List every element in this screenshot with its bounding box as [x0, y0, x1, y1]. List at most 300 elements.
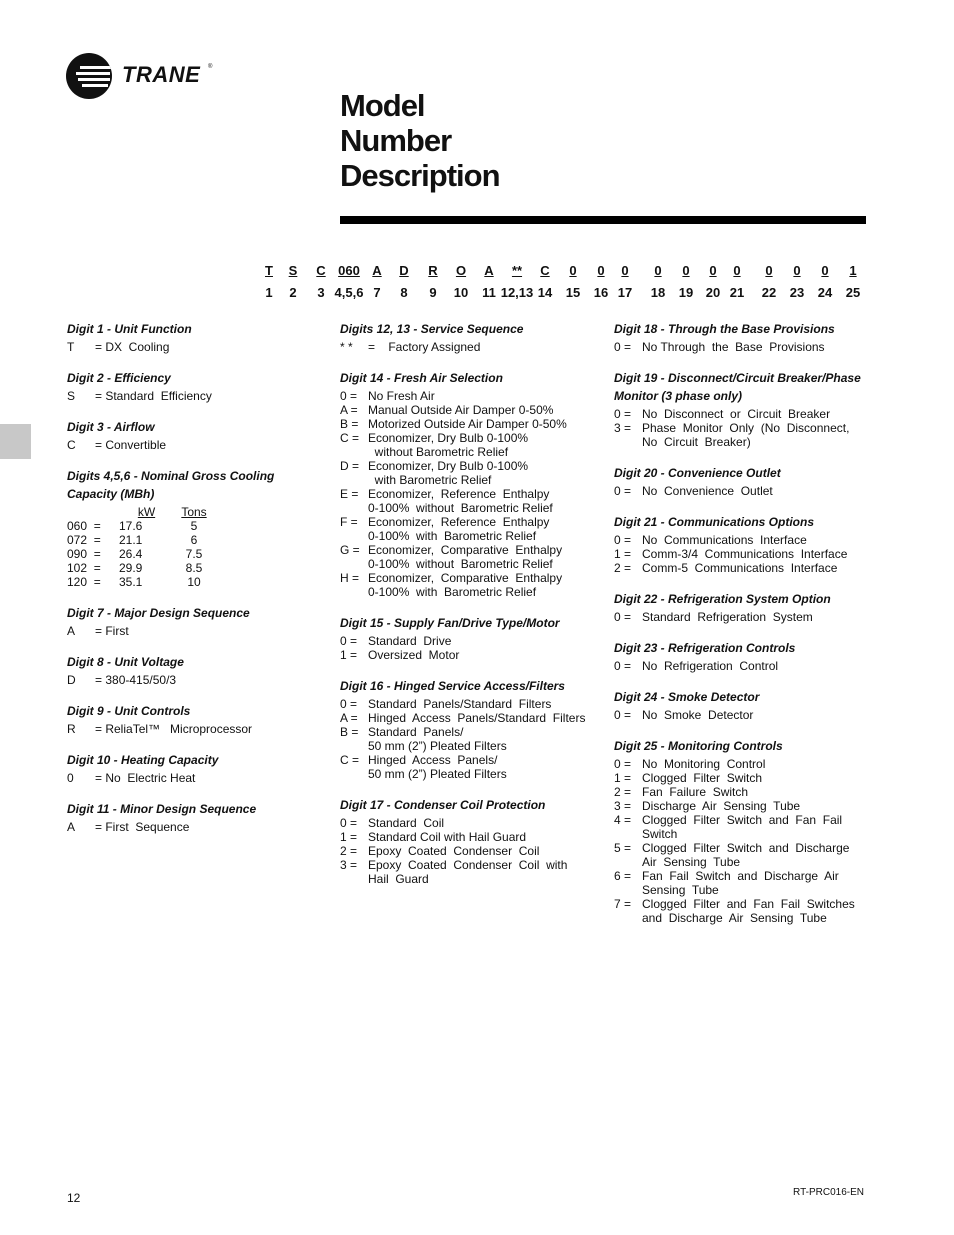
option-code: 0 = [614, 757, 632, 771]
digit-section [340, 320, 595, 354]
option-code: C = [340, 753, 360, 767]
option-code: A [67, 820, 76, 834]
option-description: No Monitoring Control [642, 757, 766, 771]
model-digit-position: 14 [537, 285, 553, 300]
digit-option [67, 722, 317, 736]
digit-column-1 [67, 320, 317, 849]
digit-option [340, 417, 595, 431]
option-code [614, 855, 642, 869]
model-digit [833, 263, 873, 300]
digit-section [340, 796, 595, 886]
option-description: without Barometric Relief [368, 445, 509, 459]
document-id: RT-PRC016-EN [793, 1187, 864, 1198]
digit-option [614, 827, 869, 841]
digit-section [67, 800, 317, 834]
option-code: 0 = [614, 610, 632, 624]
option-description: = No Electric Heat [95, 771, 196, 785]
model-digit-code: O [455, 263, 467, 278]
option-code [614, 827, 642, 841]
digit-section [614, 688, 869, 722]
option-description: Economizer, Dry Bulb 0-100% [368, 459, 529, 473]
digit-heading: Digit 11 - Minor Design Sequence [67, 802, 257, 816]
option-description: 0-100% with Barometric Relief [368, 585, 537, 599]
digit-heading: Digit 3 - Airflow [67, 420, 155, 434]
model-digit-code: 1 [849, 263, 857, 278]
digit-heading: Digit 1 - Unit Function [67, 322, 192, 336]
title-line: Number [340, 123, 452, 158]
model-digit-position: 3 [317, 285, 325, 300]
option-code: 1 = [614, 771, 632, 785]
digit-option [340, 739, 595, 753]
title-line: Model [340, 88, 425, 123]
digit-section [614, 464, 869, 498]
digit-option [614, 855, 869, 869]
model-digit-position: 15 [565, 285, 581, 300]
option-description: Manual Outside Air Damper 0-50% [368, 403, 554, 417]
option-description: Phase Monitor Only (No Disconnect, [642, 421, 850, 435]
digit-heading: Digit 8 - Unit Voltage [67, 655, 184, 669]
option-description: and Discharge Air Sensing Tube [642, 911, 827, 925]
digit-option [340, 767, 595, 781]
option-description: Economizer, Reference Enthalpy [368, 487, 550, 501]
option-description: = First [95, 624, 129, 638]
option-code: 5 = [614, 841, 632, 855]
option-description: Standard Panels/ [368, 725, 464, 739]
model-digit-position: 2 [289, 285, 297, 300]
option-description: Comm-3/4 Communications Interface [642, 547, 848, 561]
model-digit-position: 17 [617, 285, 633, 300]
digit-option [340, 515, 595, 529]
capacity-header [67, 505, 119, 519]
option-description: with Barometric Relief [368, 473, 492, 487]
capacity-cell: 8.5 [185, 561, 203, 575]
digit-option [614, 841, 869, 855]
digit-option [340, 697, 595, 711]
option-code: F = [340, 515, 358, 529]
capacity-cell: 060 = [67, 519, 101, 533]
digit-option [340, 725, 595, 739]
digit-heading: Digit 25 - Monitoring Controls [614, 739, 783, 753]
digit-heading: Digit 9 - Unit Controls [67, 704, 191, 718]
option-code: B = [340, 725, 359, 739]
option-description: Hinged Access Panels/ [368, 753, 498, 767]
digit-heading: Digit 19 - Disconnect/Circuit Breaker/Phase Monitor (3 phase only) [614, 371, 861, 403]
digit-heading: Digit 16 - Hinged Service Access/Filters [340, 679, 565, 693]
capacity-cell: 7.5 [185, 547, 203, 561]
option-code [614, 435, 642, 449]
digit-option [340, 872, 595, 886]
option-code: D [67, 673, 76, 687]
option-description: No Through the Base Provisions [642, 340, 825, 354]
option-code: B = [340, 417, 359, 431]
model-digit-code: 0 [733, 263, 741, 278]
digit-option [340, 830, 595, 844]
option-code: 1 = [340, 830, 358, 844]
option-description: Comm-5 Communications Interface [642, 561, 838, 575]
digit-option [614, 340, 869, 354]
digit-option [614, 911, 869, 925]
option-description: Clogged Filter and Fan Fail Switches [642, 897, 855, 911]
model-digit-code: 0 [793, 263, 801, 278]
option-description: Switch [642, 827, 678, 841]
model-digit-position: 22 [761, 285, 777, 300]
digit-option [614, 708, 869, 722]
capacity-cell: 072 = [67, 533, 101, 547]
option-code: 3 = [614, 799, 632, 813]
option-code: 0 = [614, 484, 632, 498]
model-digit-position: 25 [845, 285, 861, 300]
digit-section [340, 677, 595, 781]
option-code: A = [340, 403, 358, 417]
option-description: Economizer, Comparative Enthalpy [368, 543, 563, 557]
digit-option [614, 435, 869, 449]
model-digit-position: 18 [650, 285, 666, 300]
capacity-cell: 6 [190, 533, 198, 547]
model-digit-code: 0 [621, 263, 629, 278]
model-digit-code: ** [511, 263, 523, 278]
digit-option [67, 624, 317, 638]
option-code: 0 = [614, 659, 632, 673]
capacity-cell: 102 = [67, 561, 101, 575]
option-code: 2 = [614, 561, 632, 575]
digit-option [340, 501, 595, 515]
digit-option [67, 438, 317, 452]
digit-section [67, 320, 317, 354]
option-code: 0 = [340, 816, 358, 830]
option-description: Standard Coil with Hail Guard [368, 830, 527, 844]
model-digit-code: A [484, 263, 494, 278]
digit-option [614, 561, 869, 575]
digit-section [614, 320, 869, 354]
option-code: 3 = [340, 858, 358, 872]
model-digit-code: 060 [338, 263, 360, 278]
digit-heading: Digit 7 - Major Design Sequence [67, 606, 250, 620]
option-description: = First Sequence [95, 820, 190, 834]
digit-section [67, 702, 317, 736]
digit-option [340, 844, 595, 858]
option-code: 0 = [340, 389, 358, 403]
capacity-cell: 29.9 [119, 561, 143, 575]
model-digit-position: 23 [789, 285, 805, 300]
digit-option [340, 557, 595, 571]
option-description: Epoxy Coated Condenser Coil [368, 844, 540, 858]
option-description: Fan Fail Switch and Discharge Air [642, 869, 839, 883]
capacity-cell: 5 [190, 519, 198, 533]
option-code: 0 = [614, 407, 632, 421]
option-description: No Smoke Detector [642, 708, 754, 722]
option-code: C [67, 438, 76, 452]
model-digit-position: 12,13 [500, 285, 534, 300]
digit-section [614, 369, 869, 449]
option-description: Clogged Filter Switch and Fan Fail [642, 813, 843, 827]
capacity-cell: 120 = [67, 575, 101, 589]
digit-option [614, 659, 869, 673]
option-description: Sensing Tube [642, 883, 719, 897]
digit-column-3 [614, 320, 869, 940]
option-code: S [67, 389, 76, 403]
model-digit-code: R [428, 263, 438, 278]
digit-heading: Digit 14 - Fresh Air Selection [340, 371, 503, 385]
option-code: 0 = [340, 634, 358, 648]
digit-option [340, 473, 595, 487]
option-code: R [67, 722, 76, 736]
digit-heading: Digit 18 - Through the Base Provisions [614, 322, 835, 336]
digit-heading: Digit 17 - Condenser Coil Protection [340, 798, 546, 812]
digit-heading: Digit 2 - Efficiency [67, 371, 171, 385]
model-digit-position: 9 [429, 285, 437, 300]
option-description: Air Sensing Tube [642, 855, 741, 869]
option-description: No Convenience Outlet [642, 484, 773, 498]
digit-option [340, 529, 595, 543]
option-description: Economizer, Reference Enthalpy [368, 515, 550, 529]
option-code [614, 911, 642, 925]
model-digit-code: T [265, 263, 273, 278]
option-code: 0 = [614, 340, 632, 354]
page-number: 12 [67, 1191, 81, 1205]
digit-option [614, 813, 869, 827]
option-code [614, 883, 642, 897]
option-description: = DX Cooling [95, 340, 170, 354]
model-digit-code: 0 [709, 263, 717, 278]
digit-option [340, 571, 595, 585]
title-line: Description [340, 158, 500, 193]
digit-option [340, 543, 595, 557]
option-code: 3 = [614, 421, 632, 435]
option-description: = Factory Assigned [368, 340, 481, 354]
digit-option [614, 897, 869, 911]
option-code [340, 529, 368, 543]
digit-option [614, 785, 869, 799]
digit-column-2 [340, 320, 595, 901]
option-description: 50 mm (2”) Pleated Filters [368, 767, 507, 781]
digit-option [340, 648, 595, 662]
model-digit-position: 7 [373, 285, 381, 300]
trane-logo-emblem [66, 53, 112, 99]
option-code: 2 = [340, 844, 358, 858]
option-description: Hail Guard [368, 872, 429, 886]
model-digit-position: 20 [705, 285, 721, 300]
option-code: 1 = [340, 648, 358, 662]
digit-option [340, 634, 595, 648]
digit-option [67, 820, 317, 834]
option-code: * * [340, 340, 353, 354]
model-digit-code: D [399, 263, 409, 278]
model-digit-code: C [540, 263, 550, 278]
digit-heading: Digit 21 - Communications Options [614, 515, 815, 529]
option-code [340, 872, 368, 886]
option-code [340, 767, 368, 781]
option-description: Motorized Outside Air Damper 0-50% [368, 417, 567, 431]
option-description: No Circuit Breaker) [642, 435, 751, 449]
capacity-header: kW [137, 505, 156, 519]
option-description: = ReliaTel™ Microprocessor [95, 722, 253, 736]
option-description: No Fresh Air [368, 389, 435, 403]
option-description: Standard Coil [368, 816, 445, 830]
option-description: = 380-415/50/3 [95, 673, 177, 687]
trane-wordmark: TRANE [122, 62, 201, 87]
digit-section [614, 513, 869, 575]
option-code: 7 = [614, 897, 632, 911]
digit-option [340, 585, 595, 599]
model-digit-code: A [372, 263, 382, 278]
option-code: 2 = [614, 785, 632, 799]
digit-option [340, 403, 595, 417]
option-code: A [67, 624, 76, 638]
digit-option [614, 610, 869, 624]
trane-logo [66, 53, 216, 101]
digit-option [340, 340, 595, 354]
model-digit-position: 24 [817, 285, 833, 300]
model-digit-code: 0 [654, 263, 662, 278]
capacity-cell: 21.1 [119, 533, 143, 547]
section-tab [0, 424, 31, 459]
digit-option [614, 407, 869, 421]
option-code [340, 473, 368, 487]
digit-option [340, 487, 595, 501]
option-code: 0 [67, 771, 74, 785]
option-code [340, 445, 368, 459]
option-code [340, 585, 368, 599]
digit-option [67, 340, 317, 354]
digit-section [67, 604, 317, 638]
option-description: Oversized Motor [368, 648, 460, 662]
digit-option [340, 711, 595, 725]
model-digit-position: 11 [482, 285, 496, 300]
model-digit-position: 21 [729, 285, 745, 300]
option-description: No Refrigeration Control [642, 659, 779, 673]
model-digit-code: 0 [765, 263, 773, 278]
option-code [340, 557, 368, 571]
option-code [340, 501, 368, 515]
option-description: 0-100% with Barometric Relief [368, 529, 537, 543]
digit-heading: Digits 4,5,6 - Nominal Gross Cooling Capacity (MBh) [67, 469, 275, 501]
capacity-header: Tons [181, 505, 207, 519]
digit-option [614, 771, 869, 785]
option-description: 0-100% without Barometric Relief [368, 501, 553, 515]
digit-option [340, 459, 595, 473]
capacity-table [67, 505, 317, 589]
capacity-cell: 26.4 [119, 547, 143, 561]
option-description: Fan Failure Switch [642, 785, 749, 799]
option-code: A = [340, 711, 358, 725]
option-code: E = [340, 487, 359, 501]
page-title [340, 88, 500, 193]
option-description: 0-100% without Barometric Relief [368, 557, 553, 571]
option-code: 6 = [614, 869, 632, 883]
option-description: Economizer, Dry Bulb 0-100% [368, 431, 529, 445]
option-description: Epoxy Coated Condenser Coil with [368, 858, 568, 872]
digit-option [67, 771, 317, 785]
digit-heading: Digit 10 - Heating Capacity [67, 753, 219, 767]
option-description: = Standard Efficiency [95, 389, 212, 403]
model-digit-code: 0 [682, 263, 690, 278]
option-code [340, 739, 368, 753]
digit-option [340, 445, 595, 459]
digit-heading: Digit 15 - Supply Fan/Drive Type/Motor [340, 616, 560, 630]
option-code: T [67, 340, 75, 354]
digit-section [67, 751, 317, 785]
digit-heading: Digit 23 - Refrigeration Controls [614, 641, 796, 655]
digit-option [67, 389, 317, 403]
option-description: Standard Drive [368, 634, 452, 648]
digit-heading: Digits 12, 13 - Service Sequence [340, 322, 524, 336]
model-digit-code: 0 [597, 263, 605, 278]
option-code: C = [340, 431, 360, 445]
digit-option [614, 799, 869, 813]
digit-section [614, 737, 869, 925]
option-code: 4 = [614, 813, 632, 827]
registered-mark: ® [208, 64, 213, 70]
digit-option [67, 673, 317, 687]
option-description: Standard Panels/Standard Filters [368, 697, 552, 711]
digit-option [614, 757, 869, 771]
option-description: Clogged Filter Switch and Discharge [642, 841, 850, 855]
model-digit-position: 10 [453, 285, 469, 300]
option-code: G = [340, 543, 360, 557]
digit-heading: Digit 22 - Refrigeration System Option [614, 592, 831, 606]
digit-option [340, 858, 595, 872]
digit-option [340, 816, 595, 830]
digit-option [614, 883, 869, 897]
option-description: Hinged Access Panels/Standard Filters [368, 711, 586, 725]
option-code: 0 = [614, 533, 632, 547]
model-digit-code: 0 [569, 263, 577, 278]
digit-heading: Digit 20 - Convenience Outlet [614, 466, 781, 480]
digit-option [614, 533, 869, 547]
digit-heading: Digit 24 - Smoke Detector [614, 690, 760, 704]
option-description: Clogged Filter Switch [642, 771, 763, 785]
option-description: Economizer, Comparative Enthalpy [368, 571, 563, 585]
option-description: No Communications Interface [642, 533, 807, 547]
digit-option [614, 547, 869, 561]
digit-option [340, 753, 595, 767]
digit-section [67, 467, 317, 589]
model-digit-code: C [316, 263, 326, 278]
model-digit-code: 0 [821, 263, 829, 278]
option-description: 50 mm (2”) Pleated Filters [368, 739, 507, 753]
digit-section [614, 590, 869, 624]
option-description: Discharge Air Sensing Tube [642, 799, 801, 813]
model-digit-position: 8 [400, 285, 408, 300]
option-code: 0 = [614, 708, 632, 722]
digit-section [340, 369, 595, 599]
digit-section [67, 418, 317, 452]
option-code: H = [340, 571, 360, 585]
digit-option [614, 484, 869, 498]
title-rule [340, 216, 866, 224]
model-digit-code: S [288, 263, 298, 278]
option-description: Standard Refrigeration System [642, 610, 813, 624]
model-digit-position: 19 [678, 285, 694, 300]
option-description: = Convertible [95, 438, 167, 452]
digit-option [340, 431, 595, 445]
digit-section [67, 369, 317, 403]
digit-option [614, 421, 869, 435]
model-digit-position: 4,5,6 [334, 285, 364, 300]
model-digit-position: 16 [593, 285, 609, 300]
option-description: No Disconnect or Circuit Breaker [642, 407, 831, 421]
digit-section [340, 614, 595, 662]
digit-option [340, 389, 595, 403]
capacity-cell: 17.6 [119, 519, 143, 533]
capacity-cell: 10 [187, 575, 201, 589]
option-code: D = [340, 459, 360, 473]
option-code: 0 = [340, 697, 358, 711]
digit-section [614, 639, 869, 673]
capacity-cell: 35.1 [119, 575, 143, 589]
option-code: 1 = [614, 547, 632, 561]
digit-option [614, 869, 869, 883]
